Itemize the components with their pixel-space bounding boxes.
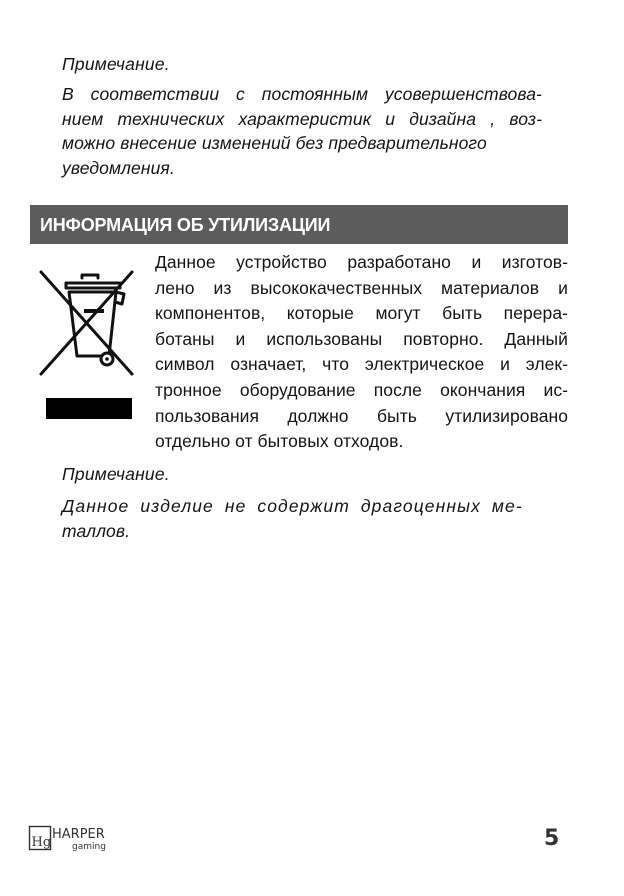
svg-text:gaming: gaming: [72, 842, 106, 852]
text-line: тронное оборудование после окончания ис-: [155, 379, 568, 400]
crossed-out-wheeled-bin-icon: [36, 264, 140, 424]
text-line: лено из высококачественных материалов и: [155, 277, 568, 298]
harper-gaming-logo: [28, 822, 116, 852]
page-number: 5: [544, 826, 560, 851]
text-line: ботаны и использованы повторно. Данный: [155, 328, 568, 349]
note-line: нием технических характеристик и дизайна , воз-: [62, 108, 542, 129]
note-line: В соответствии с постоянным усовершенствова-: [62, 84, 542, 104]
disposal-info-text: [155, 250, 568, 455]
text-line: компонентов, которые могут быть перера-: [155, 303, 568, 324]
note-label: Примечание.: [62, 464, 170, 484]
text-line: символ означает, что электрическое и элек-: [155, 354, 568, 375]
note-line: можно внесение изменений без предварительного: [62, 133, 487, 153]
section-header: ИНФОРМАЦИЯ ОБ УТИЛИЗАЦИИ: [30, 205, 568, 244]
text-line: пользования должно быть утилизировано: [155, 405, 568, 426]
note-text: [62, 82, 542, 180]
text-line: отдельно от бытовых отходов.: [155, 431, 404, 452]
svg-text:Hg: Hg: [31, 835, 52, 850]
note-text: [62, 494, 542, 543]
text-line: Данное устройство разработано и изготов-: [155, 252, 568, 272]
note-line: Данное изделие не содержит драгоценных ме-: [62, 496, 523, 516]
note-line: таллов.: [62, 520, 131, 541]
note-label: Примечание.: [62, 54, 170, 74]
note-line: уведомления.: [62, 157, 175, 178]
svg-text:HARPER: HARPER: [52, 827, 105, 842]
